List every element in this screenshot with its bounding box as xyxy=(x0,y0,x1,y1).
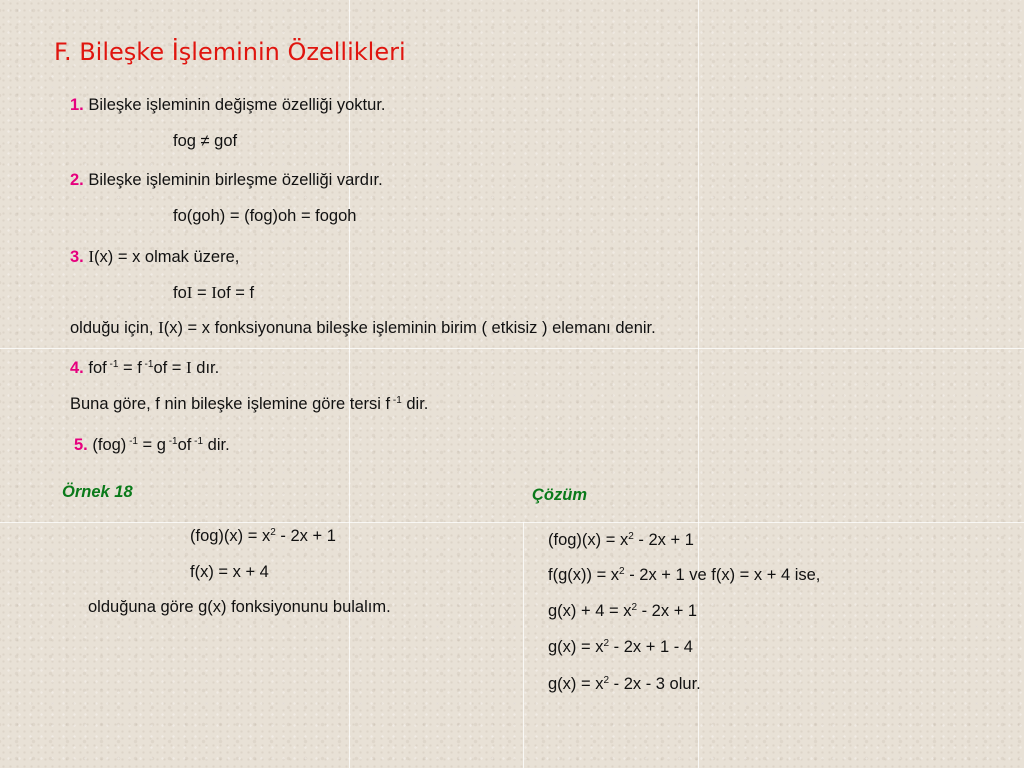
slide-title: F. Bileşke İşleminin Özellikleri xyxy=(54,38,406,66)
item-number: 3. xyxy=(70,248,84,266)
property-3 xyxy=(70,247,239,267)
formula-part: = f xyxy=(118,359,142,377)
superscript: 2 xyxy=(270,527,276,538)
superscript: 2 xyxy=(628,531,634,542)
solution-line-4 xyxy=(548,637,693,657)
property-2 xyxy=(70,170,383,190)
formula-part: of xyxy=(177,436,192,454)
formula-3 xyxy=(173,283,254,303)
identity-symbol: I xyxy=(158,318,164,337)
superscript: 2 xyxy=(619,566,625,577)
tile-seam xyxy=(0,348,1024,349)
sentence-part: Buna göre, f nin bileşke işlemine göre tersi f xyxy=(70,395,391,413)
identity-sentence xyxy=(70,318,656,338)
item-number: 4. xyxy=(70,359,84,377)
property-4 xyxy=(70,358,219,378)
item-number: 5. xyxy=(74,436,88,454)
tile-seam xyxy=(0,522,1024,523)
formula-part: f(g(x)) = x xyxy=(548,566,620,584)
example-line-2: f(x) = x + 4 xyxy=(190,563,269,581)
formula-part: (fog)(x) = x xyxy=(548,531,629,549)
identity-symbol: I xyxy=(88,247,95,266)
tile-seam xyxy=(698,0,699,768)
example-heading: Örnek 18 xyxy=(62,483,133,501)
formula-1: fog ≠ gof xyxy=(173,132,238,150)
formula-part: fof xyxy=(88,359,107,377)
formula-part: dır. xyxy=(191,359,220,377)
formula-part: - 2x + 1 xyxy=(637,602,698,620)
superscript: -1 xyxy=(165,436,178,447)
sentence-part: (x) = x fonksiyonuna bileşke işleminin birim ( etkisiz ) elemanı denir. xyxy=(163,319,656,337)
superscript: -1 xyxy=(390,395,402,406)
solution-line-3 xyxy=(548,601,697,621)
formula-part: of = f xyxy=(216,284,255,302)
formula-part: (fog) xyxy=(92,436,127,454)
formula-part: - 2x + 1 - 4 xyxy=(609,638,693,656)
property-text: (x) = x olmak üzere, xyxy=(94,248,240,266)
solution-line-5 xyxy=(548,674,701,694)
formula-part: g(x) + 4 = x xyxy=(548,602,632,620)
superscript: -1 xyxy=(106,359,119,370)
formula-part: - 2x + 1 ve f(x) = x + 4 ise, xyxy=(624,566,821,584)
superscript: -1 xyxy=(126,436,138,447)
formula-part: dir. xyxy=(203,436,230,454)
superscript: 2 xyxy=(603,638,610,649)
identity-symbol: I xyxy=(186,358,192,377)
formula-part: = g xyxy=(137,436,166,454)
identity-symbol: I xyxy=(211,283,217,302)
sentence-part: dir. xyxy=(401,395,429,413)
inverse-sentence xyxy=(70,394,428,414)
property-text: Bileşke işleminin birleşme özelliği vardır. xyxy=(88,171,383,189)
formula-part: g(x) = x xyxy=(548,638,604,656)
formula-part: g(x) = x xyxy=(548,675,604,693)
example-line-3: olduğuna göre g(x) fonksiyonunu bulalım. xyxy=(88,598,391,616)
solution-heading: Çözüm xyxy=(532,486,587,504)
column-divider xyxy=(523,522,524,768)
tile-seam xyxy=(349,0,350,768)
example-line-1 xyxy=(190,526,336,546)
solution-line-1 xyxy=(548,530,694,550)
solution-line-2 xyxy=(548,565,820,585)
superscript: -1 xyxy=(141,359,154,370)
formula-part: - 2x + 1 xyxy=(275,527,336,545)
property-text: Bileşke işleminin değişme özelliği yoktur. xyxy=(88,96,386,114)
property-1 xyxy=(70,95,386,115)
formula-part: fo xyxy=(173,284,187,302)
item-number: 2. xyxy=(70,171,84,189)
formula-part: - 2x - 3 olur. xyxy=(609,675,701,693)
superscript: 2 xyxy=(603,675,610,686)
item-number: 1. xyxy=(70,96,84,114)
identity-symbol: I xyxy=(186,283,193,302)
superscript: 2 xyxy=(631,602,638,613)
formula-part: = xyxy=(192,284,212,302)
formula-2: fo(goh) = (fog)oh = fogoh xyxy=(173,207,357,225)
formula-part: - 2x + 1 xyxy=(633,531,694,549)
property-5 xyxy=(74,435,230,455)
formula-part: of = xyxy=(153,359,187,377)
superscript: -1 xyxy=(191,436,204,447)
formula-part: (fog)(x) = x xyxy=(190,527,271,545)
sentence-part: olduğu için, xyxy=(70,319,159,337)
